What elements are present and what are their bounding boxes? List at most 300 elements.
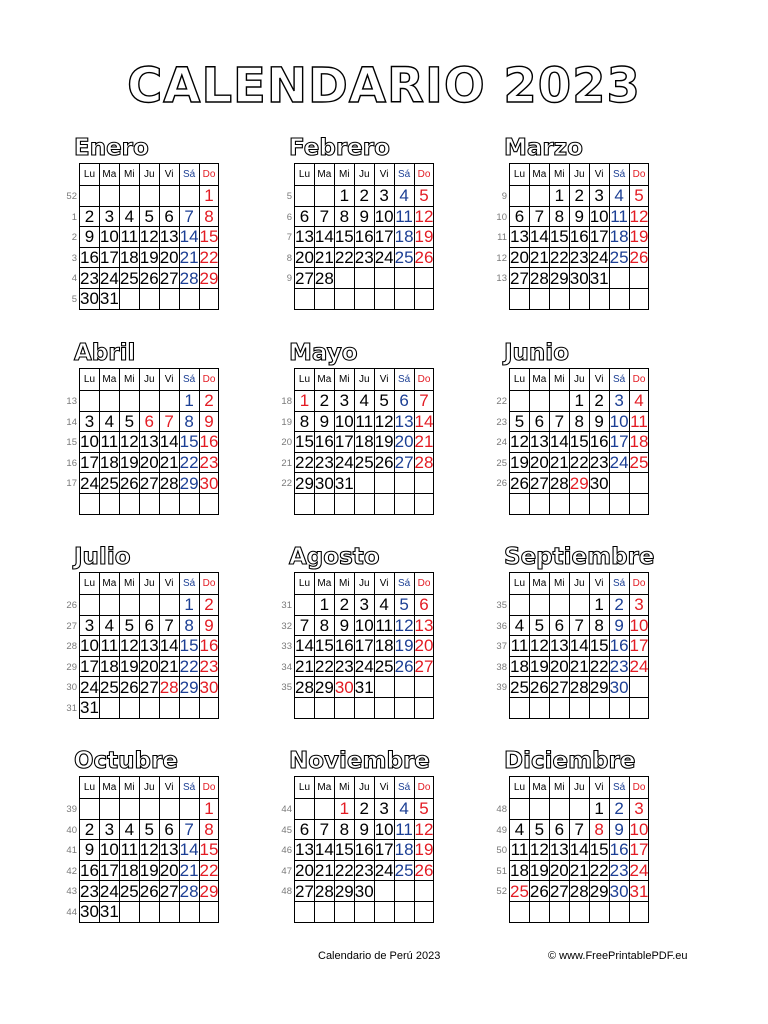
week-number: 52	[496, 886, 507, 898]
week-row	[295, 206, 434, 227]
day-cell: 28	[295, 677, 314, 697]
week-number: 48	[281, 886, 292, 898]
day-cell: 30	[199, 677, 219, 697]
day-cell: 9	[589, 411, 609, 432]
weekday-header-row	[295, 777, 434, 799]
day-cell: 4	[119, 819, 139, 840]
week-number: 49	[496, 824, 507, 836]
week-row	[80, 799, 219, 820]
day-cell: 11	[100, 432, 119, 452]
month-name: Enero	[74, 135, 149, 161]
day-cell: 6	[549, 819, 569, 840]
day-cell: 17	[609, 432, 629, 452]
day-cell: 3	[629, 595, 649, 616]
day-cell	[589, 697, 609, 718]
day-cell	[139, 697, 159, 718]
week-number: 35	[496, 600, 507, 611]
day-cell: 2	[199, 595, 219, 616]
day-cell	[99, 186, 119, 207]
weekday-header: Do	[199, 164, 219, 186]
week-number: 18	[281, 396, 292, 407]
day-cell: 6	[529, 411, 549, 432]
day-cell	[374, 473, 394, 494]
weekday-header: Lu	[510, 164, 530, 186]
day-cell: 31	[354, 677, 374, 697]
day-cell: 15	[199, 227, 219, 247]
day-cell	[589, 288, 609, 309]
weekday-header: Mi	[119, 369, 139, 391]
day-cell: 21	[569, 861, 589, 881]
weekday-header: Ma	[529, 369, 549, 391]
day-cell	[589, 493, 609, 514]
day-cell: 1	[334, 186, 354, 207]
day-cell	[549, 493, 569, 514]
week-number: 19	[281, 416, 292, 428]
day-cell: 24	[334, 453, 354, 473]
day-cell: 16	[80, 861, 99, 881]
day-cell	[374, 677, 394, 698]
day-cell: 24	[629, 657, 649, 677]
day-cell	[510, 186, 530, 207]
week-numbers	[62, 800, 77, 924]
week-number: 22	[496, 396, 507, 407]
day-cell	[139, 595, 159, 616]
week-row	[510, 206, 649, 227]
day-cell: 16	[569, 227, 589, 247]
day-cell: 2	[609, 595, 629, 616]
day-cell	[374, 288, 394, 309]
weekday-header: Do	[629, 573, 649, 595]
weekday-header: Mi	[119, 164, 139, 186]
day-cell: 17	[354, 636, 374, 656]
day-cell: 30	[80, 902, 99, 922]
day-cell: 22	[549, 248, 569, 268]
month-name: Junio	[504, 340, 569, 366]
weekday-header: Ju	[139, 573, 159, 595]
day-cell: 21	[314, 248, 334, 268]
day-cell	[295, 697, 315, 718]
day-cell: 21	[314, 861, 334, 881]
weekday-header-row	[295, 573, 434, 595]
day-cell: 9	[334, 615, 354, 636]
weekday-header: Ju	[569, 164, 589, 186]
day-cell: 6	[139, 615, 159, 636]
day-cell	[414, 901, 434, 922]
week-numbers	[277, 187, 292, 311]
day-cell: 20	[295, 248, 314, 268]
day-cell: 8	[179, 411, 199, 432]
day-cell: 25	[510, 881, 529, 901]
day-cell	[295, 901, 315, 922]
day-cell: 7	[414, 391, 434, 412]
day-cell: 23	[334, 657, 354, 677]
day-cell	[99, 799, 119, 820]
day-cell: 9	[609, 819, 629, 840]
day-cell: 5	[374, 391, 394, 412]
day-cell: 21	[159, 453, 179, 473]
week-numbers	[492, 392, 507, 516]
day-cell: 4	[510, 615, 530, 636]
day-cell: 24	[80, 473, 99, 493]
day-cell	[159, 391, 179, 412]
day-cell: 25	[119, 881, 139, 901]
day-cell: 29	[589, 881, 609, 901]
day-cell: 19	[510, 453, 529, 473]
week-number: 37	[496, 641, 507, 653]
day-cell	[609, 493, 629, 514]
day-cell: 12	[139, 840, 159, 860]
day-cell: 27	[139, 473, 159, 493]
weekday-header-row	[80, 777, 219, 799]
day-cell	[99, 697, 119, 718]
week-row	[510, 799, 649, 820]
week-row	[80, 268, 219, 289]
weekday-header: Do	[414, 369, 434, 391]
weekday-header: Mi	[334, 777, 354, 799]
day-cell: 23	[80, 268, 99, 288]
week-number: 44	[281, 804, 292, 815]
weekday-header: Vi	[589, 164, 609, 186]
day-cell	[199, 697, 219, 718]
day-cell: 2	[589, 391, 609, 412]
day-cell: 21	[549, 453, 569, 473]
day-cell	[609, 901, 629, 922]
day-cell: 14	[159, 636, 179, 656]
day-cell: 14	[549, 432, 569, 452]
weekday-header: Lu	[80, 777, 100, 799]
day-cell: 26	[119, 473, 139, 493]
day-cell: 5	[629, 186, 649, 207]
weekday-header-row	[510, 164, 649, 186]
day-cell: 10	[629, 819, 649, 839]
day-cell: 23	[354, 248, 374, 268]
weekday-header: Ju	[354, 573, 374, 595]
day-cell: 4	[99, 411, 119, 432]
weekday-header: Vi	[374, 369, 394, 391]
weekday-header: Ju	[354, 369, 374, 391]
week-row	[510, 677, 649, 698]
weekday-header-row	[510, 777, 649, 799]
day-cell	[80, 595, 100, 616]
day-cell: 24	[99, 881, 119, 901]
week-row	[80, 432, 219, 453]
day-cell: 14	[159, 432, 179, 452]
week-row	[295, 186, 434, 207]
day-cell: 16	[334, 636, 354, 656]
weekday-header: Mi	[334, 573, 354, 595]
weekday-header: Lu	[295, 164, 315, 186]
weekday-header: Ma	[99, 164, 119, 186]
day-cell: 11	[510, 840, 529, 860]
day-cell: 16	[609, 636, 629, 656]
day-cell: 26	[139, 881, 159, 901]
week-row	[510, 391, 649, 412]
day-cell: 27	[159, 881, 179, 901]
weekday-header: Sá	[609, 573, 629, 595]
day-cell: 17	[99, 248, 119, 268]
day-cell	[199, 288, 219, 309]
day-cell: 5	[139, 819, 159, 840]
week-row	[295, 860, 434, 881]
day-cell: 20	[295, 861, 314, 881]
week-number: 50	[496, 845, 507, 857]
day-cell	[354, 268, 374, 289]
day-cell: 26	[119, 677, 139, 697]
day-cell: 4	[629, 391, 649, 412]
weekday-header: Sá	[609, 777, 629, 799]
weekday-header: Vi	[374, 164, 394, 186]
day-cell: 25	[119, 268, 139, 288]
week-row	[80, 595, 219, 616]
day-cell: 12	[629, 206, 649, 226]
week-number: 33	[281, 641, 292, 653]
week-number: 2	[71, 232, 77, 244]
day-cell: 24	[80, 677, 99, 697]
week-row	[80, 697, 219, 718]
day-cell: 4	[394, 186, 414, 207]
day-cell: 25	[354, 453, 374, 473]
day-cell: 9	[80, 840, 100, 861]
day-cell: 7	[314, 819, 334, 840]
day-cell	[414, 677, 434, 698]
day-cell: 4	[354, 391, 374, 412]
day-cell: 20	[510, 248, 529, 268]
day-cell: 20	[549, 657, 569, 677]
month-table	[509, 776, 649, 923]
weekday-header: Ma	[529, 164, 549, 186]
day-cell: 7	[569, 819, 589, 840]
day-cell	[374, 881, 394, 902]
day-cell	[414, 473, 434, 494]
day-cell: 7	[569, 615, 589, 636]
day-cell	[295, 186, 315, 207]
week-number: 40	[66, 824, 77, 836]
weekday-header: Vi	[159, 369, 179, 391]
week-row	[510, 615, 649, 636]
week-row	[80, 206, 219, 227]
day-cell	[80, 186, 100, 207]
weekday-header: Sá	[179, 369, 199, 391]
day-cell: 21	[569, 657, 589, 677]
day-cell: 10	[99, 840, 119, 860]
day-cell	[609, 697, 629, 718]
week-number: 45	[281, 824, 292, 836]
weekday-header: Ju	[354, 777, 374, 799]
day-cell: 10	[374, 819, 394, 839]
weekday-header: Sá	[609, 164, 629, 186]
week-row	[80, 391, 219, 412]
weekday-header: Lu	[510, 777, 530, 799]
day-cell: 5	[529, 615, 549, 636]
day-cell: 31	[334, 473, 354, 493]
day-cell: 22	[569, 453, 589, 473]
week-row	[295, 595, 434, 616]
week-row	[510, 411, 649, 432]
day-cell: 10	[80, 636, 99, 656]
day-cell: 22	[179, 453, 199, 473]
day-cell	[629, 493, 649, 514]
day-cell	[629, 473, 649, 494]
day-cell	[119, 901, 139, 922]
weekday-header: Ju	[569, 777, 589, 799]
weekday-header: Ma	[314, 573, 334, 595]
weekday-header: Mi	[334, 164, 354, 186]
day-cell: 3	[80, 411, 100, 432]
week-row	[80, 288, 219, 309]
day-cell: 28	[549, 473, 569, 493]
day-cell	[394, 881, 414, 902]
day-cell	[549, 697, 569, 718]
day-cell: 25	[510, 677, 529, 697]
day-cell: 22	[334, 861, 354, 881]
day-cell: 10	[629, 615, 649, 635]
weekday-header: Mi	[549, 573, 569, 595]
month-table	[509, 368, 649, 515]
day-cell: 10	[354, 615, 374, 635]
day-cell: 13	[295, 840, 314, 860]
day-cell: 15	[334, 227, 354, 247]
day-cell: 28	[569, 881, 589, 901]
week-number: 23	[496, 416, 507, 428]
day-cell: 9	[199, 615, 219, 636]
day-cell	[159, 186, 179, 207]
week-row	[295, 432, 434, 453]
day-cell: 18	[119, 248, 139, 268]
day-cell	[179, 697, 199, 718]
week-number: 52	[66, 191, 77, 202]
day-cell: 20	[394, 432, 414, 452]
day-cell: 15	[179, 432, 199, 452]
day-cell: 6	[159, 819, 179, 840]
week-row	[295, 493, 434, 514]
day-cell: 31	[99, 289, 119, 309]
day-cell: 25	[99, 473, 119, 493]
day-cell: 11	[610, 206, 628, 226]
day-cell	[529, 493, 549, 514]
week-number: 32	[281, 620, 292, 632]
weekday-header: Lu	[80, 573, 100, 595]
day-cell: 19	[119, 657, 139, 677]
week-numbers	[62, 596, 77, 720]
day-cell	[99, 391, 119, 412]
day-cell	[510, 595, 530, 616]
day-cell: 10	[609, 411, 629, 431]
week-number: 38	[496, 661, 507, 673]
day-cell: 23	[354, 861, 374, 881]
day-cell: 11	[355, 411, 374, 431]
day-cell: 29	[549, 268, 569, 288]
day-cell: 29	[199, 268, 219, 288]
month-table	[509, 163, 649, 310]
week-number: 22	[281, 478, 292, 490]
day-cell	[510, 799, 530, 820]
day-cell: 14	[314, 840, 334, 860]
day-cell: 30	[199, 473, 219, 493]
day-cell: 16	[589, 432, 609, 452]
week-row	[295, 227, 434, 248]
day-cell: 27	[529, 473, 549, 493]
day-cell: 10	[99, 227, 119, 247]
day-cell: 3	[374, 186, 394, 207]
day-cell: 2	[354, 186, 374, 207]
day-cell	[609, 288, 629, 309]
week-number	[492, 290, 507, 311]
day-cell	[629, 268, 649, 289]
weekday-header: Mi	[549, 164, 569, 186]
day-cell	[609, 473, 629, 494]
weekday-header: Do	[199, 369, 219, 391]
day-cell: 31	[80, 698, 99, 718]
weekday-header: Vi	[159, 164, 179, 186]
month-name: Septiembre	[504, 544, 655, 570]
week-number: 9	[501, 191, 507, 202]
week-number: 48	[496, 804, 507, 815]
day-cell: 31	[589, 268, 609, 288]
week-number: 26	[66, 600, 77, 611]
day-cell	[199, 493, 219, 514]
day-cell	[314, 288, 334, 309]
day-cell: 28	[529, 268, 549, 288]
day-cell: 6	[394, 391, 414, 412]
day-cell	[159, 901, 179, 922]
day-cell: 29	[589, 677, 609, 697]
day-cell: 17	[629, 840, 649, 860]
week-row	[295, 677, 434, 698]
day-cell: 29	[199, 881, 219, 901]
day-cell: 17	[334, 432, 354, 452]
day-cell: 17	[374, 227, 394, 247]
day-cell	[569, 901, 589, 922]
weekday-header-row	[510, 369, 649, 391]
week-numbers	[492, 596, 507, 720]
weekday-header: Lu	[295, 369, 315, 391]
day-cell	[569, 697, 589, 718]
day-cell: 14	[179, 840, 199, 860]
day-cell	[394, 697, 414, 718]
day-cell: 13	[414, 615, 434, 635]
week-number: 24	[496, 437, 507, 449]
day-cell	[529, 595, 549, 616]
week-row	[510, 860, 649, 881]
week-number: 6	[286, 211, 292, 223]
day-cell: 15	[589, 636, 609, 656]
day-cell	[99, 493, 119, 514]
month-name: Diciembre	[504, 748, 636, 774]
day-cell	[314, 901, 334, 922]
week-row	[510, 840, 649, 861]
day-cell: 5	[414, 799, 434, 820]
day-cell: 13	[394, 411, 414, 431]
day-cell: 9	[199, 411, 219, 432]
day-cell: 1	[334, 799, 354, 820]
day-cell: 2	[80, 819, 100, 840]
day-cell: 4	[374, 595, 394, 616]
weekday-header: Do	[199, 777, 219, 799]
day-cell: 1	[199, 186, 219, 207]
day-cell: 15	[199, 840, 219, 860]
weekday-header: Do	[629, 164, 649, 186]
day-cell: 2	[334, 595, 354, 616]
day-cell: 28	[314, 268, 334, 288]
day-cell: 27	[549, 677, 569, 697]
day-cell: 30	[354, 881, 374, 901]
week-row	[510, 452, 649, 473]
weekday-header: Sá	[609, 369, 629, 391]
weekday-header-row	[80, 573, 219, 595]
week-number	[277, 495, 292, 516]
day-cell	[119, 186, 139, 207]
day-cell: 13	[549, 636, 569, 656]
